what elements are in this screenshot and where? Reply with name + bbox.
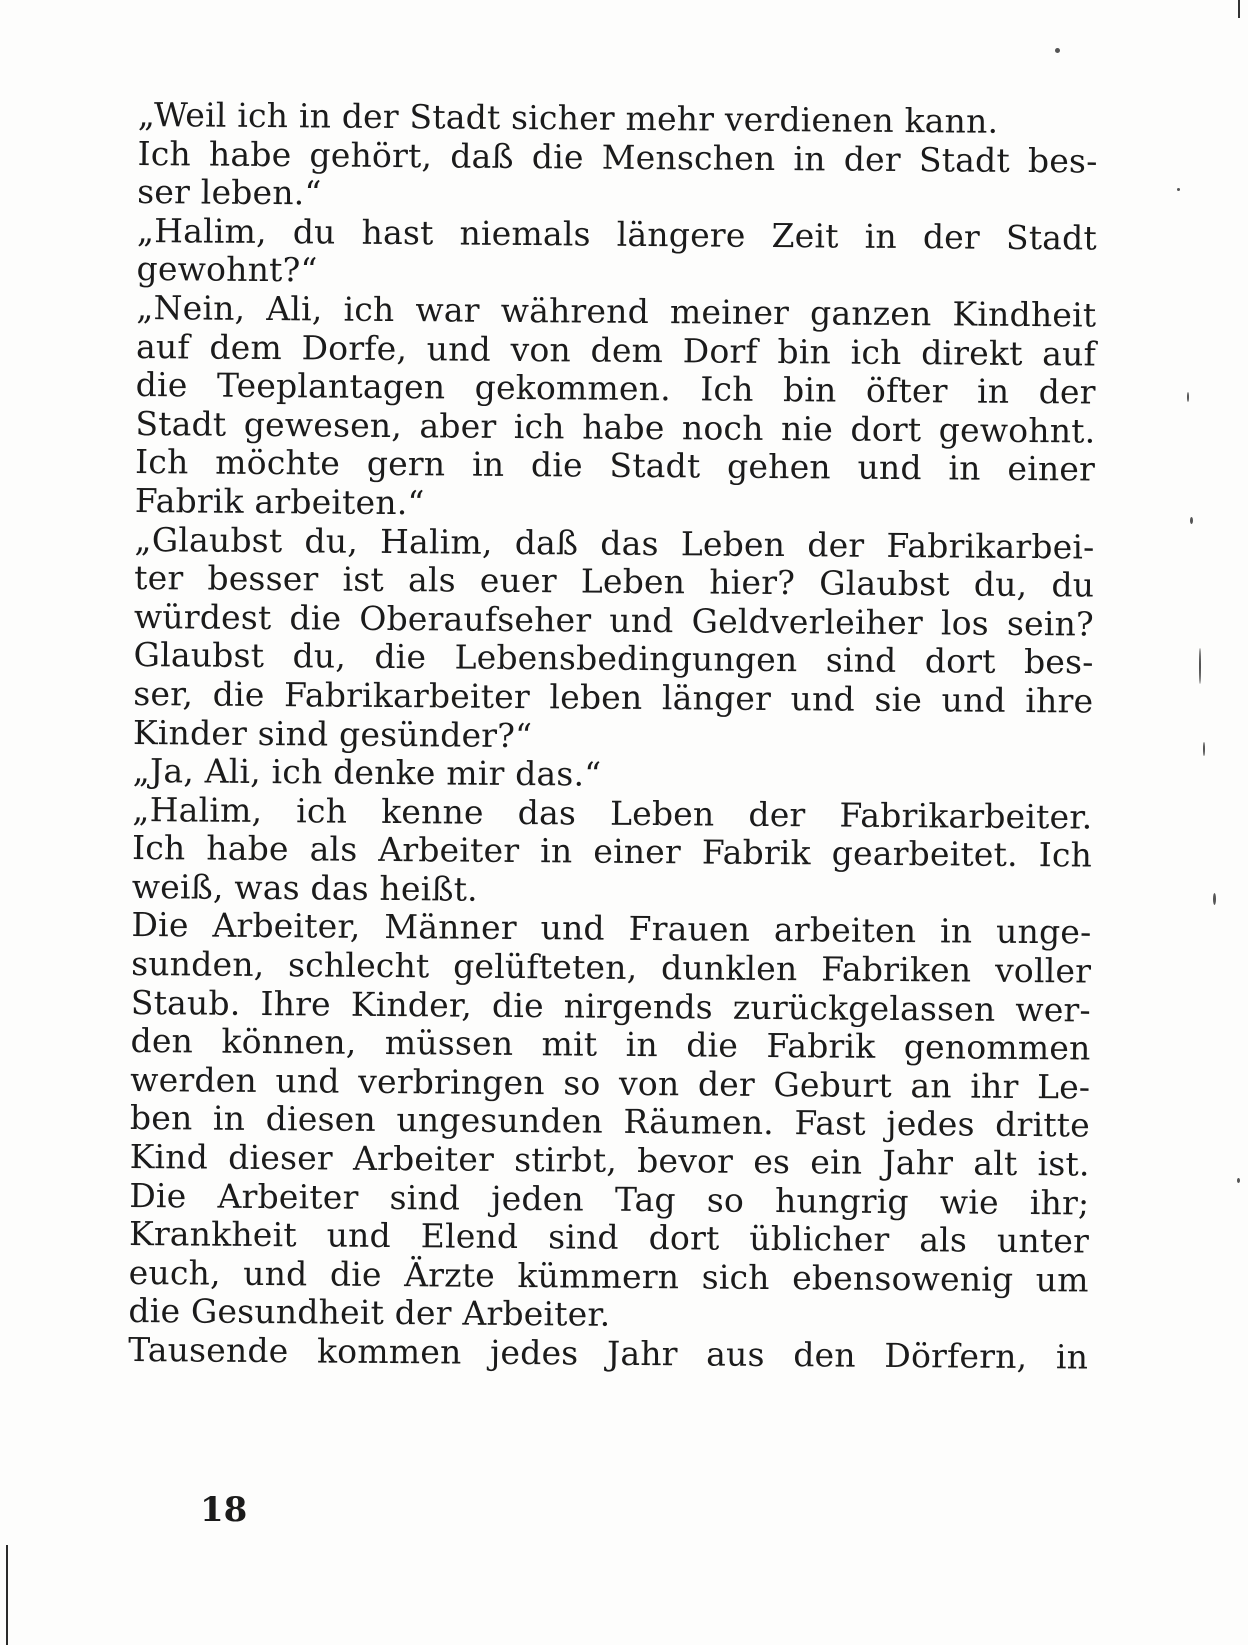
text-line: weiß, was das heißt. xyxy=(131,866,478,909)
scan-speck xyxy=(1187,392,1189,402)
text-line: „Halim, ich kenne das Leben der Fabrikarbeiter. xyxy=(132,789,1093,837)
text-line: „Glaubst du, Halim, daß das Leben der Fabrikarbei- xyxy=(134,519,1095,567)
text-line: Kind dieser Arbeiter stirbt, bevor es ein Jahr alt ist. xyxy=(129,1136,1090,1184)
text-line: den können, müssen mit in die Fabrik genommen xyxy=(130,1021,1091,1068)
text-line: Ich habe gehört, daß die Menschen in der Stadt bes- xyxy=(137,133,1098,181)
scan-speck xyxy=(1237,1178,1240,1183)
text-line: Fabrik arbeiten.“ xyxy=(134,480,425,523)
text-line: Staub. Ihre Kinder, die nirgends zurückgelassen wer- xyxy=(130,982,1092,1030)
text-line: Die Arbeiter sind jeden Tag so hungrig wie ihr; xyxy=(129,1175,1090,1223)
text-line: „Halim, du hast niemals längere Zeit in der Stadt xyxy=(136,210,1098,258)
text-line: sunden, schlecht gelüfteten, dunklen Fabriken voller xyxy=(131,944,1092,991)
text-line: Ich möchte gern in die Stadt gehen und in einer xyxy=(134,442,1096,489)
text-line: ter besser ist als euer Leben hier? Glaubst du, du xyxy=(134,558,1095,605)
text-line: „Weil ich in der Stadt sicher mehr verdienen kann. xyxy=(137,95,999,141)
text-line: Tausende kommen jedes Jahr aus den Dörfern, in xyxy=(128,1329,1089,1377)
text-line: die Teeplantagen gekommen. Ich bin öfter in der xyxy=(135,365,1096,412)
text-line: „Ja, Ali, ich denke mir das.“ xyxy=(132,751,602,794)
text-line: die Gesundheit der Arbeiter. xyxy=(128,1291,611,1335)
body-text xyxy=(128,96,1098,1377)
text-line: ben in diesen ungesunden Räumen. Fast jedes dritte xyxy=(129,1098,1091,1145)
scan-speck xyxy=(1177,188,1180,191)
text-line: Stadt gewesen, aber ich habe noch nie dort gewohnt. xyxy=(135,403,1096,451)
text-line: „Nein, Ali, ich war während meiner ganzen Kindheit xyxy=(136,287,1097,335)
scan-edge-mark xyxy=(6,1545,8,1645)
scan-speck xyxy=(1203,742,1205,756)
text-line: gewohnt?“ xyxy=(136,249,318,290)
text-line: ser, die Fabrikarbeiter leben länger und sie und ihre xyxy=(133,673,1094,721)
text-line: ser leben.“ xyxy=(137,172,322,213)
text-line: Glaubst du, die Lebensbedingungen sind dort bes- xyxy=(133,635,1094,682)
text-line: auf dem Dorfe, und von dem Dorf bin ich direkt auf xyxy=(135,326,1097,374)
scan-edge-mark xyxy=(1238,0,1240,18)
text-line: Krankheit und Elend sind dort üblicher als unter xyxy=(128,1214,1090,1261)
scan-speck xyxy=(1213,893,1216,905)
scan-speck xyxy=(1055,48,1060,53)
scan-speck xyxy=(1199,648,1201,684)
text-line: Kinder sind gesünder?“ xyxy=(132,712,533,755)
scan-speck xyxy=(1190,517,1193,524)
text-line: Ich habe als Arbeiter in einer Fabrik gearbeitet. Ich xyxy=(131,828,1093,875)
text-line: werden und verbringen so von der Geburt an ihr Le- xyxy=(130,1059,1091,1107)
text-line: Die Arbeiter, Männer und Frauen arbeiten in unge- xyxy=(131,905,1092,952)
text-line: euch, und die Ärzte kümmern sich ebensowenig um xyxy=(128,1252,1089,1300)
text-line: würdest die Oberaufseher und Geldverleiher los sein? xyxy=(133,596,1095,644)
page-number: 18 xyxy=(200,1490,248,1530)
